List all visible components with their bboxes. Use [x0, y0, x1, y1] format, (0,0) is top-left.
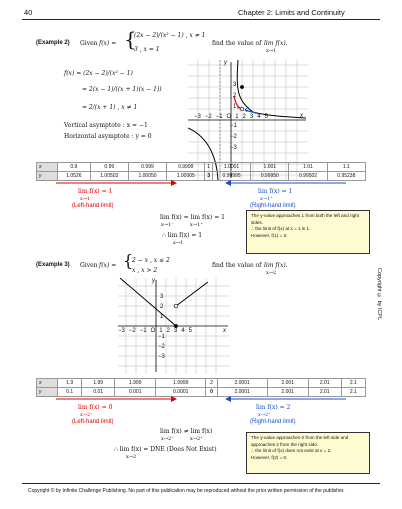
neq-limits-3: lim f(x) ≠ lim f(x) [160, 428, 213, 435]
example3-direction-arrows [36, 394, 366, 404]
chapter-title: Chapter 2: Limits and Continuity [238, 8, 345, 17]
footer-copyright: Copyright © by Infinite Challenge Publishing. No part of this publication may be reproduced without the prior written permission of the publisher. [28, 488, 345, 494]
example3-piece2: x , x > 2 [132, 267, 158, 274]
note2-line3: However, f(1) = 3. [251, 232, 288, 238]
graph2-x-label: x [223, 328, 226, 334]
example3-find: find the value of [212, 262, 262, 269]
neq-sub2-3: x→2⁺ [190, 436, 203, 442]
conclusion-sub-3: x→2 [126, 454, 137, 460]
graph2-ytick-2: 2 [160, 304, 164, 310]
right-limit-3: lim f(x) = 2 [256, 404, 291, 411]
example2-note [246, 210, 370, 254]
footer-rule [22, 483, 380, 484]
conclusion-2: ∴ lim f(x) = 1 [162, 232, 203, 239]
graph2-right-piece [176, 282, 208, 306]
graph1-y-label: y [224, 60, 227, 66]
graph2-ytick-3: 3 [160, 294, 164, 300]
graph2-ytick-m2: −2 [158, 344, 165, 350]
table-row: y 0.1 0.01 0.001 0.0001 0 2.0001 2.001 2.01 2.1 [37, 388, 366, 397]
right-limit-sub-2: x→1⁺ [260, 196, 273, 202]
graph2-left-piece [120, 278, 176, 326]
graph1-filled-point [240, 85, 244, 89]
table-row: x 0.9 0.99 0.999 0.9999 1 1.0001 1.001 1.01 1.1 [37, 163, 366, 172]
right-limit-2: lim f(x) = 1 [258, 188, 293, 195]
example2-fx: f(x) = [99, 40, 117, 47]
graph1-ytick-3: 3 [233, 82, 237, 88]
graph2-x-ticks: −3 −2 −1 O 1 2 3 4 5 [118, 328, 192, 334]
right-limit-sub-3: x→2⁺ [258, 412, 271, 418]
graph2-open-point [174, 304, 178, 308]
example3-piece1: 2 − x , x ≤ 2 [132, 257, 170, 264]
graph1-x-ticks: −3 −2 −1 O 1 2 3 4 5 [194, 114, 268, 120]
example2-label: (Example 2) [36, 40, 70, 46]
work-line-1: f(x) = (2x − 2)/(x² − 1) [64, 70, 133, 77]
conclusion-sub-2: x→1 [173, 240, 184, 246]
graph1-curve-right [237, 60, 306, 118]
left-limit-sub-3: x→2⁻ [80, 412, 93, 418]
horizontal-asymptote: Horizontal asymptote : y = 0 [64, 133, 152, 140]
graph1-ytick-m2: −2 [230, 134, 237, 140]
header-rule [22, 19, 380, 20]
side-copyright: Copyright © by ICPL [376, 268, 382, 321]
graph1-ytick-1: 1 [233, 104, 237, 110]
equal-sub2-2: x→1⁺ [190, 222, 203, 228]
work-line-3: = 2/(x + 1) , x ≠ 1 [82, 104, 138, 111]
right-limit-label-3: (Right-hand limit) [250, 419, 296, 425]
example2-brace: { [124, 27, 137, 51]
neq-sub1-3: x→2⁻ [161, 436, 174, 442]
graph1-x-label: x [300, 113, 303, 119]
graph1-ytick-m3: −3 [230, 145, 237, 151]
note2-line1: The y-value approaches 1 from both the left and right sides. [251, 213, 360, 225]
example3-label: (Example 3) [36, 262, 70, 268]
note3-line1: The y-value approaches 0 from the left side and approaches 2 from the right side. [251, 435, 349, 447]
graph1-ytick-2: 2 [233, 93, 237, 99]
example3-note [246, 432, 370, 474]
note3-line3: However, f(2) = 0. [251, 454, 288, 460]
equal-sub1-2: x→1⁻ [161, 222, 174, 228]
example3-brace: { [123, 251, 134, 270]
example2-piece2: 3 , x = 1 [134, 46, 160, 53]
left-limit-label-3: (Left-hand limit) [72, 419, 114, 425]
right-limit-label-2: (Right-hand limit) [250, 203, 296, 209]
example2-direction-arrows [36, 178, 366, 188]
example2-find: find the value of [212, 40, 262, 47]
page-number: 40 [24, 8, 33, 17]
graph2-ytick-m1: −1 [158, 334, 165, 340]
left-limit-sub-2: x→1⁻ [80, 196, 93, 202]
left-limit-label-2: (Left-hand limit) [72, 203, 114, 209]
table-row: y 1.0526 1.00503 1.00050 1.00005 3 0.99995 0.99950 0.99502 0.95238 [37, 172, 366, 181]
example2-piece1: (2x − 2)/(x² − 1) , x ≠ 1 [134, 32, 206, 39]
example3-find-expr: lim f(x). [264, 262, 288, 269]
graph2-y-label: y [152, 278, 155, 284]
example3-given: Given [80, 262, 98, 269]
vertical-asymptote: Vertical asymptote : x = −1 [64, 122, 148, 129]
example3-find-sub: x→2 [266, 270, 277, 276]
work-line-2: = 2(x − 1)/((x + 1)(x − 1)) [82, 86, 162, 93]
left-limit-3: lim f(x) = 0 [78, 404, 113, 411]
note3-line2: ∴ the limit of f(x) does not exist at x = 2. [251, 448, 332, 454]
example3-graph [118, 278, 230, 374]
example2-find-expr: lim f(x). [264, 40, 288, 47]
table-row: x 1.9 1.99 1.999 1.9999 2 2.0001 2.001 2.01 2.1 [37, 379, 366, 388]
example2-given: Given [80, 40, 98, 47]
example3-fx: f(x) = [99, 262, 117, 269]
conclusion-3: ∴ lim f(x) = DNE (Does Not Exist) [114, 446, 217, 453]
graph1-open-point [240, 107, 244, 111]
note2-line2: ∴ the limit of f(x) at x = 1 is 1. [251, 226, 311, 232]
example2-find-sub: x→1 [266, 48, 277, 54]
graph2-ytick-m3: −3 [158, 354, 165, 360]
graph1-ytick-m1: −1 [230, 123, 237, 129]
left-limit-2: lim f(x) = 1 [78, 188, 113, 195]
equal-limits-2: lim f(x) = lim f(x) = 1 [160, 214, 225, 221]
graph2-ytick-1: 1 [160, 314, 164, 320]
